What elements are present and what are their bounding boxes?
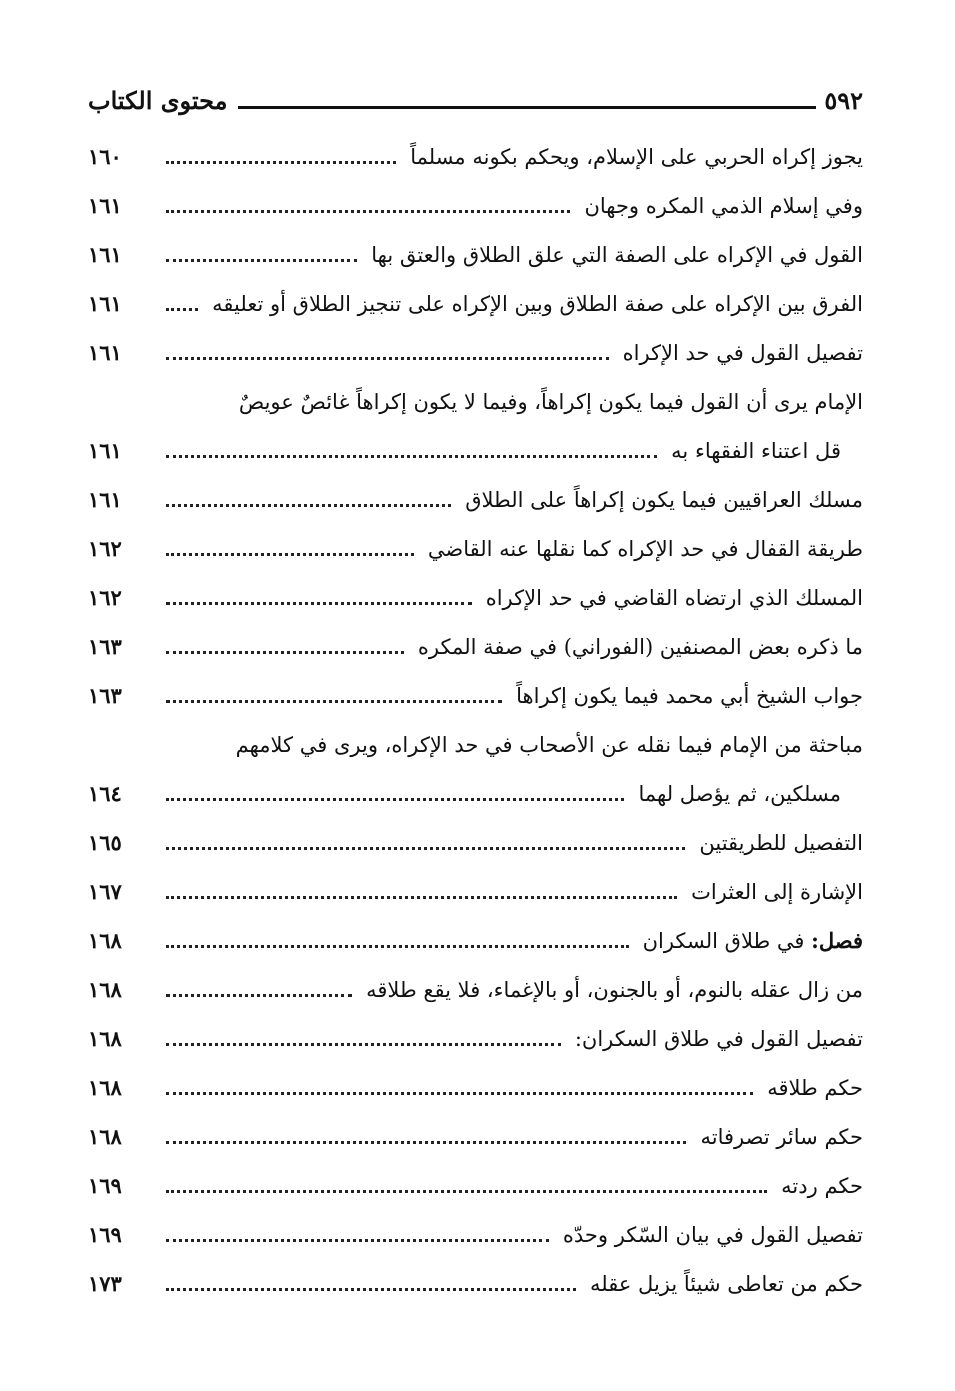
- entry-title: مباحثة من الإمام فيما نقله عن الأصحاب في حد الإكراه، ويرى في كلامهم: [235, 733, 863, 757]
- entry-page: ١٦٩: [88, 1222, 122, 1247]
- toc-entry: [88, 471, 863, 520]
- entry-title: حكم سائر تصرفاته: [700, 1125, 863, 1149]
- entry-page: ١٦٣: [88, 634, 122, 659]
- toc-entry: [88, 618, 863, 667]
- entry-page: ١٦٢: [88, 536, 122, 561]
- dot-leader: [166, 1141, 686, 1144]
- dot-leader: [166, 847, 685, 850]
- toc-entry: [88, 667, 863, 716]
- dot-leader: [166, 553, 414, 556]
- dot-leader: [166, 455, 657, 458]
- entry-title: طريقة القفال في حد الإكراه كما نقلها عنه القاضي: [427, 537, 863, 561]
- toc-entry: [88, 177, 863, 226]
- dot-leader: [166, 700, 502, 703]
- toc-entry: [88, 226, 863, 275]
- toc-entry: [88, 1206, 863, 1255]
- dot-leader: [166, 1288, 576, 1291]
- toc-entry: [88, 1010, 863, 1059]
- dot-leader: [166, 161, 396, 164]
- entry-title: الإشارة إلى العثرات: [691, 880, 863, 904]
- entry-title: يجوز إكراه الحربي على الإسلام، ويحكم بكونه مسلماً: [410, 145, 863, 169]
- entry-page: ١٦١: [88, 193, 122, 218]
- entry-page: ١٦٨: [88, 1124, 122, 1149]
- dot-leader: [166, 1239, 549, 1242]
- toc-entry: [88, 275, 863, 324]
- entry-page: ١٦٩: [88, 1173, 122, 1198]
- toc-entry: [88, 1108, 863, 1157]
- entry-title: الفرق بين الإكراه على صفة الطلاق وبين الإكراه على تنجيز الطلاق أو تعليقه: [212, 292, 863, 316]
- toc-entry-first-line: [88, 716, 863, 765]
- entry-page: ١٦٨: [88, 977, 122, 1002]
- header-rule: [238, 106, 817, 109]
- toc-entry: [88, 961, 863, 1010]
- entry-title: القول في الإكراه على الصفة التي علق الطلاق والعتق بها: [371, 243, 863, 267]
- entry-page: ١٦٤: [88, 781, 122, 806]
- dot-leader: [166, 651, 404, 654]
- entry-page: ١٦١: [88, 438, 122, 463]
- entry-title: جواب الشيخ أبي محمد فيما يكون إكراهاً: [516, 684, 863, 708]
- toc-entry: [88, 1157, 863, 1206]
- toc-entry: [88, 324, 863, 373]
- dot-leader: [166, 357, 609, 360]
- toc-entry: [88, 128, 863, 177]
- entry-title: حكم طلاقه: [767, 1076, 863, 1100]
- entry-title: [643, 921, 863, 961]
- entry-title: قل اعتناء الفقهاء به: [671, 439, 841, 463]
- toc-entry-section: [88, 912, 863, 961]
- toc-entry: [88, 814, 863, 863]
- entry-page: ١٦٨: [88, 928, 122, 953]
- entry-title: وفي إسلام الذمي المكره وجهان: [584, 194, 863, 218]
- entry-page: ١٦٠: [88, 144, 122, 169]
- entry-page: ١٦٥: [88, 830, 122, 855]
- entry-title: حكم ردته: [781, 1174, 863, 1198]
- dot-leader: [166, 210, 570, 213]
- dot-leader: [166, 1190, 767, 1193]
- section-title: في طلاق السكران: [642, 929, 805, 953]
- dot-leader: [166, 1092, 753, 1095]
- entry-title: المسلك الذي ارتضاه القاضي في حد الإكراه: [485, 586, 863, 610]
- dot-leader: [166, 602, 472, 605]
- dot-leader: [166, 504, 451, 507]
- page-header: [88, 78, 863, 118]
- page-number: ٥٩٢: [824, 86, 863, 115]
- entry-title: تفصيل القول في طلاق السكران:: [574, 1027, 863, 1051]
- entry-page: ١٦٢: [88, 585, 122, 610]
- dot-leader: [166, 1043, 561, 1046]
- entry-page: ١٦١: [88, 487, 122, 512]
- entry-title: مسلكين، ثم يؤصل لهما: [638, 782, 841, 806]
- toc-entry: [88, 569, 863, 618]
- toc-entry: [88, 1255, 863, 1304]
- entry-title: من زال عقله بالنوم، أو بالجنون، أو بالإغماء، فلا يقع طلاقه: [366, 978, 863, 1002]
- dot-leader: [166, 896, 677, 899]
- entry-page: ١٦١: [88, 340, 122, 365]
- toc-entry: [88, 520, 863, 569]
- entry-title: ما ذكره بعض المصنفين (الفوراني) في صفة المكره: [417, 635, 863, 659]
- entry-title: التفصيل للطريقتين: [699, 831, 863, 855]
- toc-entry: [88, 1059, 863, 1108]
- entry-page: ١٧٣: [88, 1271, 122, 1296]
- entry-title: تفصيل القول في حد الإكراه: [622, 341, 863, 365]
- entry-page: ١٦٧: [88, 879, 122, 904]
- toc-entry-continuation: [88, 422, 863, 471]
- toc-entry: [88, 863, 863, 912]
- entry-page: ١٦٣: [88, 683, 122, 708]
- entry-title: الإمام يرى أن القول فيما يكون إكراهاً، وفيما لا يكون إكراهاً غائصٌ عويصٌ: [238, 390, 863, 414]
- entry-title: تفصيل القول في بيان السّكر وحدّه: [562, 1223, 863, 1247]
- table-of-contents: [88, 128, 863, 1304]
- toc-entry-first-line: [88, 373, 863, 422]
- dot-leader: [166, 798, 624, 801]
- entry-title: مسلك العراقيين فيما يكون إكراهاً على الطلاق: [465, 488, 863, 512]
- dot-leader: [166, 994, 352, 997]
- dot-leader: [166, 308, 198, 311]
- section-label: فصل:: [811, 928, 863, 953]
- entry-page: ١٦٨: [88, 1075, 122, 1100]
- running-title: محتوى الكتاب: [88, 86, 228, 115]
- entry-page: ١٦١: [88, 242, 122, 267]
- toc-entry-continuation: [88, 765, 863, 814]
- entry-page: ١٦١: [88, 291, 122, 316]
- entry-title: حكم من تعاطى شيئاً يزيل عقله: [590, 1272, 863, 1296]
- entry-page: ١٦٨: [88, 1026, 122, 1051]
- dot-leader: [166, 259, 357, 262]
- dot-leader: [166, 945, 629, 948]
